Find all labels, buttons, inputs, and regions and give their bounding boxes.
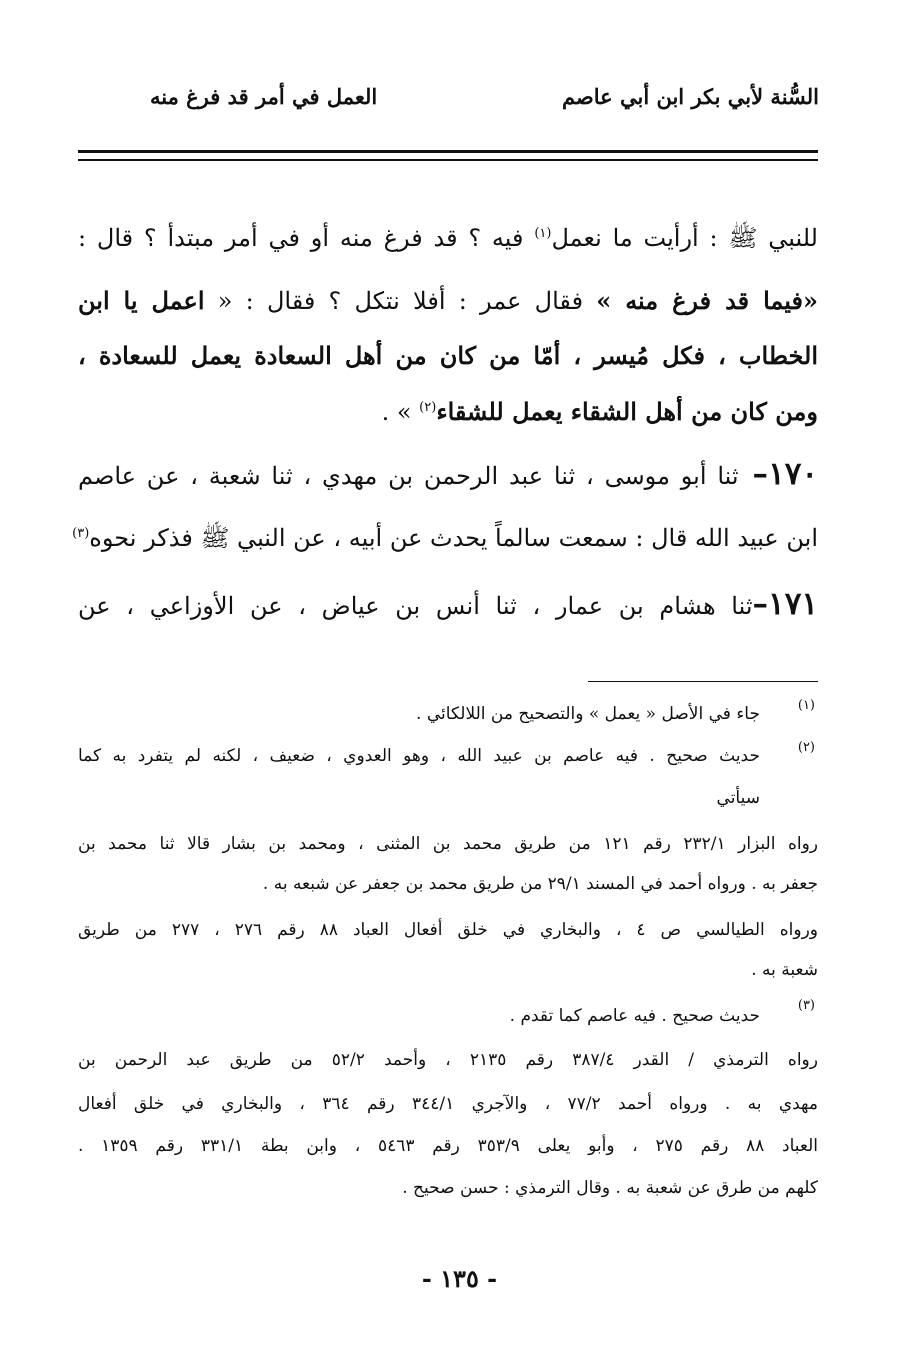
body-line-1 bbox=[78, 222, 818, 254]
footnote-3-line-4: العباد ٨٨ رقم ٢٧٥ ، وأبو يعلى ٣٥٣/٩ رقم ٥٤٦٣ ، وابن بطة ٣٣١/١ رقم ١٣٥٩ . bbox=[78, 1136, 819, 1156]
body-text: ثنا أبو موسى ، ثنا عبد الرحمن بن مهدي ، ثنا شعبة ، عن عاصم bbox=[78, 462, 739, 490]
footnote-3-line-5: كلهم من طرق عن شعبة به . وقال الترمذي : حسن صحيح . bbox=[402, 1178, 818, 1198]
footnote-2-line-4: جعفر به . ورواه أحمد في المسند ٢٩/١ من طريق محمد بن جعفر عن شبعه به . bbox=[262, 874, 818, 894]
running-header-chapter-title: العمل في أمر قد فرغ منه bbox=[150, 84, 378, 109]
body-text: فيه ؟ قد فرغ منه أو في أمر مبتدأ ؟ قال : bbox=[78, 224, 535, 252]
body-text: ثنا هشام بن عمار ، ثنا أنس بن عياض ، عن الأوزاعي ، عن bbox=[78, 592, 753, 620]
footnote-ref-2: (٢) bbox=[419, 400, 437, 415]
hadith-dash: – bbox=[752, 586, 769, 622]
hadith-dash: – bbox=[738, 456, 769, 492]
hadith-171-line-1 bbox=[78, 588, 818, 622]
hadith-quote: «فيما قد فرغ منه » bbox=[596, 286, 818, 315]
footnote-number: (٣) bbox=[797, 998, 815, 1013]
body-line-4 bbox=[78, 396, 818, 428]
footnote-ref-3: (٣) bbox=[72, 526, 90, 541]
hadith-quote: ومن كان من أهل الشقاء يعمل للشقاء bbox=[436, 397, 818, 426]
hadith-170-line-1 bbox=[78, 458, 818, 492]
footnote-3-line-3: مهدي به . ورواه أحمد ٧٧/٢ ، والآجري ٣٤٤/١ رقم ٣٦٤ ، والبخاري في خلق أفعال bbox=[78, 1094, 818, 1114]
header-rule-thick bbox=[78, 150, 818, 153]
body-text: للنبي ﷺ : أرأيت ما نعمل bbox=[551, 224, 818, 252]
footnote-1-line-1: جاء في الأصل « يعمل » والتصحيح من اللالكائي . bbox=[416, 704, 760, 724]
hadith-170-line-2 bbox=[72, 522, 818, 554]
body-text: » . bbox=[381, 398, 420, 426]
page-number: - ١٣٥ - bbox=[421, 1264, 498, 1293]
body-text: ابن عبيد الله قال : سمعت سالماً يحدث عن أبيه ، عن النبي ﷺ فذكر نحوه bbox=[89, 524, 818, 552]
footnote-3-line-1: حديث صحيح . فيه عاصم كما تقدم . bbox=[509, 1006, 760, 1026]
running-header-book-title: السُّنة لأبي بكر ابن أبي عاصم bbox=[561, 84, 819, 109]
hadith-quote: اعمل يا ابن bbox=[78, 286, 205, 315]
body-line-2 bbox=[78, 285, 818, 317]
body-text: فقال عمر : أفلا نتكل ؟ فقال : « bbox=[204, 287, 597, 315]
body-line-3: الخطاب ، فكل مُيسر ، أمّا من كان من أهل السعادة يعمل للسعادة ، bbox=[78, 341, 818, 370]
footnote-ref-1: (١) bbox=[534, 226, 552, 241]
footnote-separator bbox=[588, 681, 818, 682]
footnote-2-line-3: رواه البزار ٢٣٢/١ رقم ١٢١ من طريق محمد بن المثنى ، ومحمد بن بشار قالا ثنا محمد بن bbox=[78, 834, 819, 854]
hadith-number-171: ١٧١ bbox=[768, 586, 818, 622]
footnote-2-line-6: شعبة به . bbox=[751, 960, 818, 980]
footnote-number: (١) bbox=[797, 698, 815, 713]
footnote-number: (٢) bbox=[797, 740, 815, 755]
footnote-2-line-2: سيأتي bbox=[716, 788, 760, 808]
footnote-2-line-1: حديث صحيح . فيه عاصم بن عبيد الله ، وهو العدوي ، ضعيف ، لكنه لم يتفرد به كما bbox=[78, 746, 760, 766]
hadith-number-170: ١٧٠ bbox=[768, 456, 819, 492]
header-rule-thin bbox=[78, 159, 818, 161]
footnote-2-line-5: ورواه الطيالسي ص ٤ ، والبخاري في خلق أفعال العباد ٨٨ رقم ٢٧٦ ، ٢٧٧ من طريق bbox=[78, 920, 818, 940]
footnote-3-line-2: رواه الترمذي / القدر ٣٨٧/٤ رقم ٢١٣٥ ، وأحمد ٥٢/٢ من طريق عبد الرحمن بن bbox=[78, 1050, 818, 1070]
